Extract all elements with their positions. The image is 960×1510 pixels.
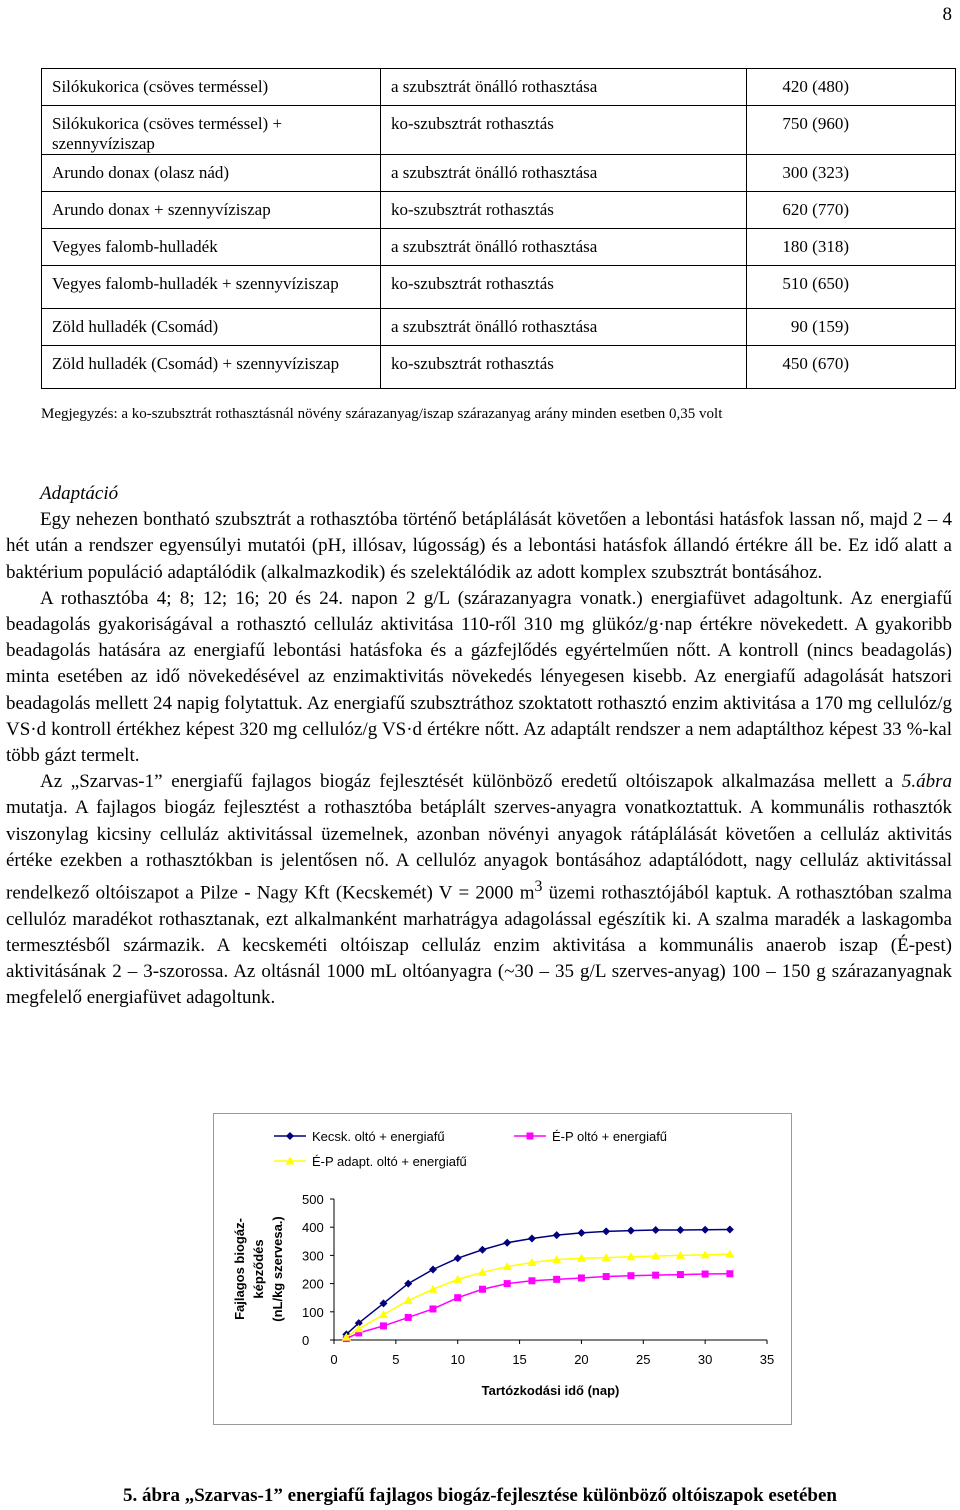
data-point bbox=[726, 1225, 734, 1233]
table-cell-value: 90 (159) bbox=[747, 309, 956, 346]
x-tick-label: 15 bbox=[512, 1352, 527, 1367]
data-point bbox=[479, 1286, 486, 1293]
data-point bbox=[380, 1322, 387, 1329]
data-point bbox=[405, 1314, 412, 1321]
x-tick-label: 30 bbox=[697, 1352, 713, 1367]
data-point bbox=[454, 1254, 462, 1262]
legend-label: É-P adapt. oltó + energiafű bbox=[312, 1154, 467, 1169]
y-axis-title: (nL/kg szervesa.) bbox=[270, 1216, 285, 1322]
data-point bbox=[627, 1272, 634, 1279]
legend-marker bbox=[286, 1132, 294, 1140]
data-point bbox=[379, 1310, 388, 1318]
table-row bbox=[42, 229, 956, 266]
table-cell-process: ko-szubsztrát rothasztás bbox=[381, 106, 747, 155]
data-point bbox=[454, 1294, 461, 1301]
table-cell-process: a szubsztrát önálló rothasztása bbox=[381, 155, 747, 192]
data-point bbox=[577, 1229, 585, 1237]
table-cell-process: ko-szubsztrát rothasztás bbox=[381, 192, 747, 229]
data-point bbox=[627, 1227, 635, 1235]
page-number: 8 bbox=[942, 4, 952, 25]
table-cell-substrate: Zöld hulladék (Csomád) + szennyvíziszap bbox=[42, 346, 381, 389]
x-tick-label: 35 bbox=[759, 1352, 775, 1367]
paragraph-3-c: üzemi rothasztójából kaptuk. A rothasztóban szalma cellulóz maradékot rothasztanak, ezt alkalmanként marhatrágya adagolással egészítik ki. A szalma maradék a laskagomba termesztésből származik. A kecskeméti oltóiszap celluláz enzim aktivitása a kommunális anaerob iszap (É-pest) aktivitásának 2 – 3-szorossa. Az oltásnál 1000 mL oltóanyagra (~30 – 35 g/L szerves-anyag) 100 – 150 g szárazanyagnak megfelelő energiafüvet adagoltunk. bbox=[6, 882, 952, 1009]
table-cell-value: 620 (770) bbox=[747, 192, 956, 229]
y-axis-title: képződés bbox=[251, 1239, 266, 1299]
data-point bbox=[404, 1296, 413, 1304]
table-row bbox=[42, 266, 956, 309]
data-point bbox=[478, 1246, 486, 1254]
data-point bbox=[701, 1226, 709, 1234]
biogas-chart bbox=[214, 1114, 791, 1424]
y-tick-label: 500 bbox=[302, 1192, 324, 1207]
table-row bbox=[42, 155, 956, 192]
legend-label: É-P oltó + energiafű bbox=[552, 1129, 668, 1144]
figure-caption: 5. ábra „Szarvas-1” energiafű fajlagos biogáz-fejlesztése különböző oltóiszapok esetében bbox=[122, 1485, 837, 1506]
x-tick-label: 25 bbox=[636, 1352, 651, 1367]
table-cell-substrate: Vegyes falomb-hulladék bbox=[42, 229, 381, 266]
data-point bbox=[528, 1277, 535, 1284]
table-cell-process: a szubsztrát önálló rothasztása bbox=[381, 229, 747, 266]
paragraph-2: A rothasztóba 4; 8; 12; 16; 20 és 24. napon 2 g/L (szárazanyagra vonatk.) energiafüvet adagoltunk. Az energiafű beadagolás gyakoriságával a rothasztó celluláz aktivitása 110-ről 310 mg glükóz/g·nap értékre növekedett. A gyakoribb beadagolás hatására az energiafű lebontási hatásfoka és a gázfejlődés egyértelműen nőtt. A kontroll (nincs beadagolás) minta esetében az idő növekedésével az enzimaktivitás növekedés lényegesen kisebb. Az energiafű adagolását hatszori beadagolás mellett 24 napig folytattuk. Az energiafű szubsztráthoz szoktatott rothasztó enzim aktivitása a 170 mg cellulóz/g VS·d kontroll értékhez képest 320 mg cellulóz/g VS·d értékre nőtt. Az adaptált rendszer a nem adaptálthoz képest 33 %-kal több gázt termelt. bbox=[6, 587, 952, 767]
body-text bbox=[6, 481, 952, 1011]
table-cell-value: 300 (323) bbox=[747, 155, 956, 192]
y-tick-label: 100 bbox=[302, 1304, 324, 1320]
table-cell-value: 750 (960) bbox=[747, 106, 956, 155]
section-heading: Adaptáció bbox=[40, 483, 119, 504]
table-cell-value: 450 (670) bbox=[747, 346, 956, 389]
table-row bbox=[42, 106, 956, 155]
data-point bbox=[553, 1276, 560, 1283]
x-axis-title: Tartózkodási idő (nap) bbox=[481, 1383, 620, 1398]
y-tick-label: 300 bbox=[302, 1248, 324, 1264]
substrate-table bbox=[41, 68, 956, 389]
table-cell-process: a szubsztrát önálló rothasztása bbox=[381, 309, 747, 346]
data-point bbox=[652, 1272, 659, 1279]
series-line bbox=[346, 1274, 730, 1339]
table-row bbox=[42, 69, 956, 106]
y-tick-label: 200 bbox=[302, 1276, 324, 1292]
series-line bbox=[346, 1254, 730, 1337]
table-cell-value: 420 (480) bbox=[747, 69, 956, 106]
table-cell-substrate: Silókukorica (csöves terméssel) + szennyvíziszap bbox=[42, 106, 381, 155]
y-tick-label: 0 bbox=[302, 1333, 310, 1348]
paragraph-3-b: mutatja. A fajlagos biogáz fejlesztést a rothasztóba betáplált szerves-anyagra vonatkoztattuk. A kommunális rothasztók viszonylag kicsiny celluláz aktivitással üzemelnek, azonban növényi anyagok rátáplálását követően a celluláz aktivitás értéke ezekben a rothasztókban is jelentősen nő. A cellulóz anyagok bontásához adaptálódott, nagy celluláz aktivitással rendelkező oltóiszapot a Pilze - Nagy Kft (Kecskemét) V = 2000 m bbox=[6, 797, 952, 904]
table-note: Megjegyzés: a ko-szubsztrát rothasztásnál növény szárazanyag/iszap szárazanyag arány minden esetben 0,35 volt bbox=[41, 406, 723, 422]
table-cell-value: 180 (318) bbox=[747, 229, 956, 266]
table-cell-substrate: Zöld hulladék (Csomád) bbox=[42, 309, 381, 346]
data-point bbox=[676, 1226, 684, 1234]
y-axis-title: Fajlagos biogáz- bbox=[232, 1218, 247, 1320]
table-cell-substrate: Silókukorica (csöves terméssel) bbox=[42, 69, 381, 106]
paragraph-3-a: Az „Szarvas-1” energiafű fajlagos biogáz fejlesztését különböző eredetű oltóiszapok alkalmazása mellett a bbox=[40, 771, 902, 793]
table-cell-process: a szubsztrát önálló rothasztása bbox=[381, 69, 747, 106]
paragraph-3 bbox=[6, 769, 952, 1011]
data-point bbox=[603, 1273, 610, 1280]
x-tick-label: 20 bbox=[574, 1352, 589, 1367]
x-tick-label: 10 bbox=[450, 1352, 465, 1367]
data-point bbox=[429, 1266, 437, 1274]
legend-label: Kecsk. oltó + energiafű bbox=[312, 1129, 445, 1144]
data-point bbox=[528, 1234, 536, 1242]
data-point bbox=[677, 1271, 684, 1278]
x-tick-label: 0 bbox=[330, 1352, 338, 1367]
table-cell-substrate: Arundo donax (olasz nád) bbox=[42, 155, 381, 192]
x-tick-label: 5 bbox=[392, 1352, 400, 1367]
paragraph-1: Egy nehezen bontható szubsztrát a rothasztóba történő betáplálását követően a lebontási hatásfok lassan nő, majd 2 – 4 hét után a rendszer egyensúlyi mutatói (pH, illósav, lúgosság) és a lebontási hatásfok állandó értékre áll be. Ez idő alatt a baktérium populáció adaptálódik (alkalmazkodik) és szelektálódik az adott komplex szubsztrát bontásához. bbox=[6, 509, 952, 583]
data-point bbox=[503, 1239, 511, 1247]
data-point bbox=[652, 1226, 660, 1234]
data-point bbox=[578, 1274, 585, 1281]
data-point bbox=[553, 1231, 561, 1239]
data-point bbox=[429, 1305, 436, 1312]
table-row bbox=[42, 346, 956, 389]
legend-marker bbox=[527, 1133, 534, 1140]
chart-frame bbox=[213, 1113, 792, 1425]
y-tick-label: 400 bbox=[302, 1220, 324, 1236]
table-cell-process: ko-szubsztrát rothasztás bbox=[381, 346, 747, 389]
table-cell-substrate: Arundo donax + szennyvíziszap bbox=[42, 192, 381, 229]
table-row bbox=[42, 192, 956, 229]
data-point bbox=[602, 1227, 610, 1235]
table-cell-substrate: Vegyes falomb-hulladék + szennyvíziszap bbox=[42, 266, 381, 309]
data-point bbox=[702, 1271, 709, 1278]
data-point bbox=[726, 1270, 733, 1277]
table-cell-process: ko-szubsztrát rothasztás bbox=[381, 266, 747, 309]
figure-ref: 5.ábra bbox=[901, 771, 952, 793]
data-point bbox=[504, 1280, 511, 1287]
table-cell-value: 510 (650) bbox=[747, 266, 956, 309]
superscript: 3 bbox=[534, 878, 543, 896]
table-row bbox=[42, 309, 956, 346]
